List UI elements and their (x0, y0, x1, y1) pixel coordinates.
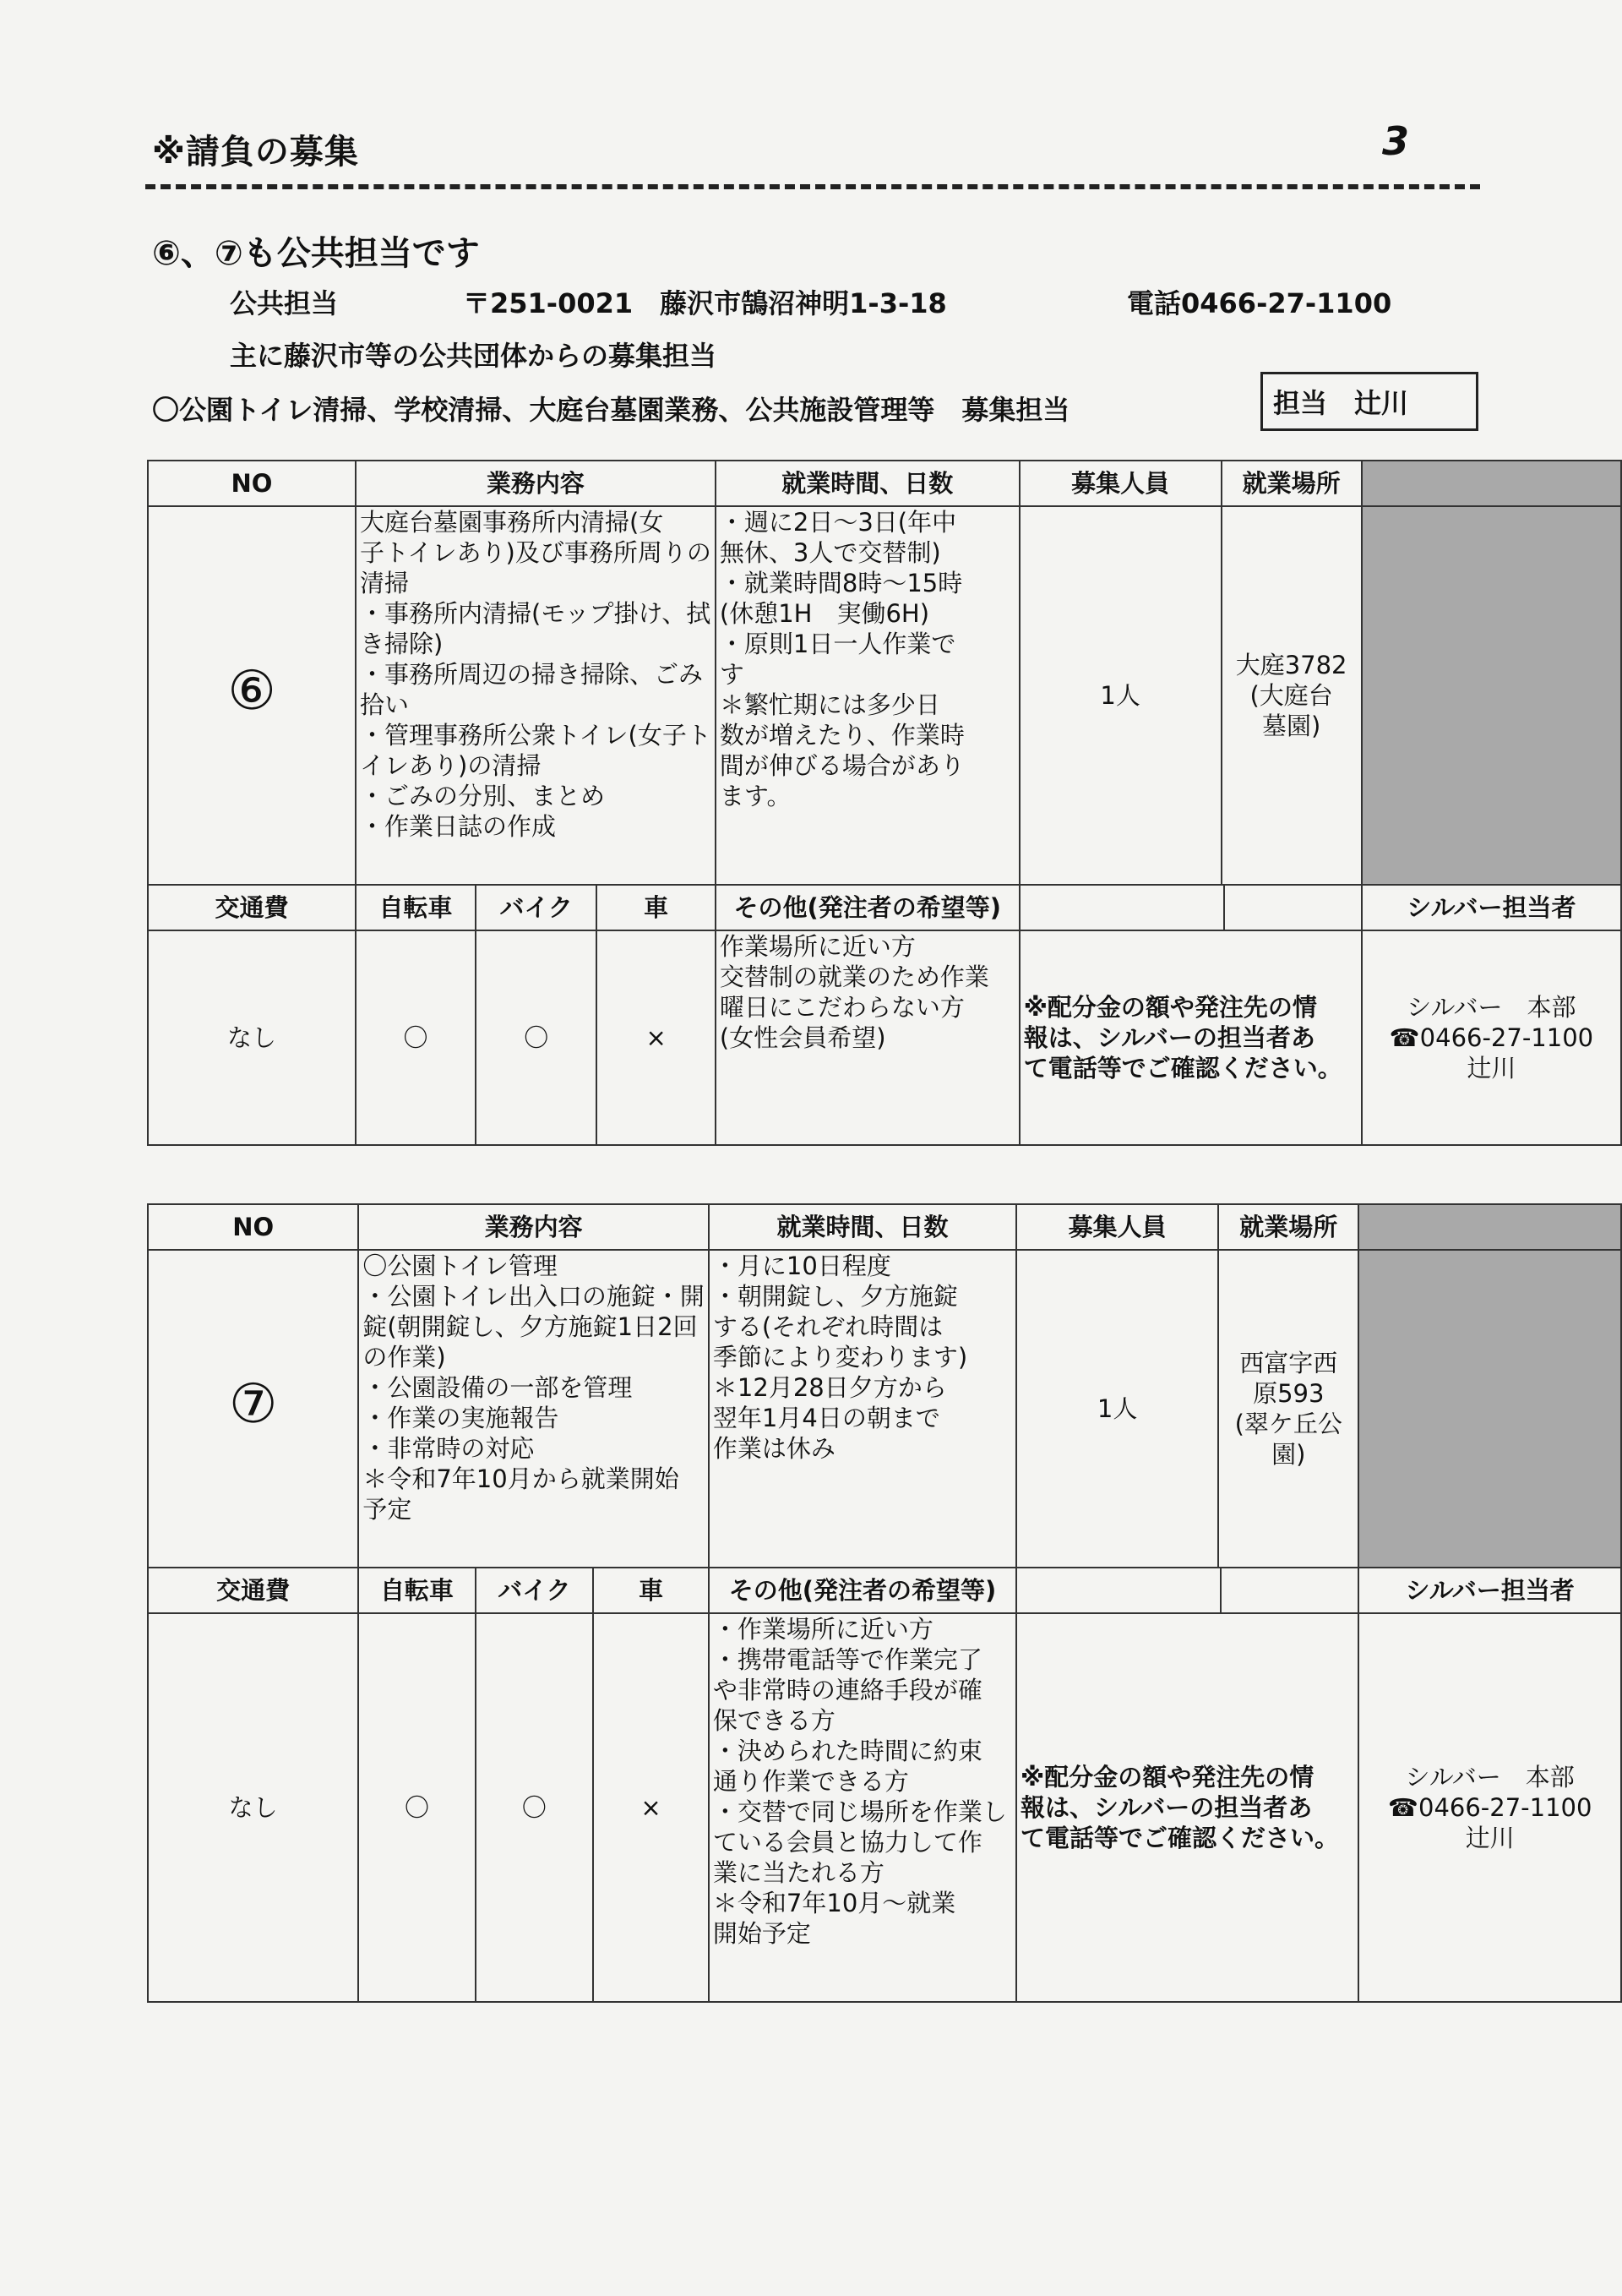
place-line: 園) (1271, 1440, 1306, 1469)
other-line: 開始予定 (712, 1919, 811, 1948)
hours-line: 数が増えたり、作業時 (719, 721, 965, 750)
job-staff (1362, 930, 1621, 1145)
content-line: ＊令和7年10月から就業開始 (362, 1464, 679, 1493)
place-line: 西富字西 (1239, 1349, 1338, 1377)
content-line: 錠(朝開錠し、夕方施錠1日2回 (362, 1312, 698, 1341)
page-header-title: ※請負の募集 (152, 133, 359, 172)
dept-name: 公共担当 (230, 287, 339, 319)
hours-line: 間が伸びる場合があり (719, 751, 965, 780)
job-table-6 (147, 460, 1622, 1146)
content-line: ・公園設備の一部を管理 (362, 1373, 633, 1402)
content-line: ・管理事務所公衆トイレ(女子ト (360, 721, 711, 750)
header-content: 業務内容 (356, 461, 716, 506)
job-number (148, 506, 356, 885)
other-line: 通り作業できる方 (712, 1767, 909, 1796)
hours-line: ・月に10日程度 (712, 1252, 891, 1280)
note-line: て電話等でご確認ください。 (1023, 1054, 1342, 1083)
hours-line: 作業は休み (712, 1434, 835, 1463)
other-line: ・交替で同じ場所を作業し (712, 1797, 1007, 1826)
content-line: 〇公園トイレ管理 (362, 1252, 558, 1280)
job-other (709, 1613, 1016, 2002)
job-transport: なし (148, 930, 356, 1145)
header-car: 車 (593, 1568, 709, 1613)
header-blank (1016, 1568, 1358, 1613)
note-line: ※配分金の額や発注先の情 (1021, 1763, 1314, 1792)
other-line: 作業場所に近い方 (719, 932, 916, 961)
hours-line: ます。 (719, 782, 792, 810)
staff-line: ☎0466-27-1100 (1387, 1793, 1592, 1822)
other-line: ている会員と協力して作 (712, 1828, 982, 1857)
hours-line: 無休、3人で交替制) (719, 538, 941, 567)
section-subtitle: 主に藤沢市等の公共団体からの募集担当 (230, 340, 717, 372)
job-content (356, 506, 716, 885)
header-other: その他(発注者の希望等) (709, 1568, 1016, 1613)
content-line: ・作業日誌の作成 (360, 812, 557, 841)
note-line: ※配分金の額や発注先の情 (1023, 993, 1317, 1022)
other-line: ＊令和7年10月～就業 (712, 1889, 956, 1917)
header-moto: バイク (476, 885, 597, 930)
gray-cell (1362, 506, 1621, 885)
job-hours (709, 1250, 1016, 1568)
job-moto: 〇 (476, 930, 597, 1145)
job-place (1222, 506, 1362, 885)
job-bike: 〇 (358, 1613, 475, 2002)
content-line: 大庭台墓園事務所内清掃(女 (360, 508, 664, 537)
header-staff: シルバー担当者 (1362, 885, 1621, 930)
job-place (1218, 1250, 1358, 1568)
content-line: イレあり)の清掃 (360, 751, 542, 780)
job-people: 1人 (1020, 506, 1222, 885)
hours-line: ・原則1日一人作業で (719, 630, 956, 658)
note-line: 報は、シルバーの担当者あ (1023, 1023, 1315, 1052)
header-no: NO (148, 461, 356, 506)
gray-cell (1358, 1250, 1621, 1568)
content-line: ・ごみの分別、まとめ (360, 782, 606, 810)
job-car: × (596, 930, 715, 1145)
hours-line: ・就業時間8時～15時 (719, 569, 963, 597)
header-place: 就業場所 (1218, 1204, 1358, 1250)
other-line: 交替制の就業のため作業 (719, 963, 989, 991)
content-line: の作業) (362, 1343, 446, 1372)
other-line: 業に当たれる方 (712, 1858, 884, 1887)
hours-line: ・朝開錠し、夕方施錠 (712, 1282, 958, 1311)
job-note (1016, 1613, 1358, 2002)
note-line: 報は、シルバーの担当者あ (1021, 1793, 1313, 1822)
place-line: 原593 (1253, 1379, 1325, 1408)
hours-line: (休憩1H 実働6H) (719, 599, 930, 628)
staff-line: ☎0466-27-1100 (1389, 1023, 1594, 1052)
header-people: 募集人員 (1016, 1204, 1218, 1250)
other-line: ・携帯電話等で作業完了 (712, 1645, 982, 1674)
content-line: 拾い (360, 690, 410, 719)
job-table-7 (147, 1203, 1622, 2003)
other-line: や非常時の連絡手段が確 (712, 1676, 982, 1704)
staff-line: シルバー 本部 (1405, 1763, 1575, 1792)
job-hours (716, 506, 1020, 885)
job-content (358, 1250, 709, 1568)
section-title: ⑥、⑦も公共担当です (152, 234, 480, 273)
job-number-text: ⑥ (227, 659, 276, 723)
place-line: (大庭台 (1249, 681, 1333, 710)
other-line: 曜日にこだわらない方 (719, 993, 965, 1022)
job-people: 1人 (1016, 1250, 1218, 1568)
note-line: て電話等でご確認ください。 (1021, 1824, 1340, 1852)
header-hours: 就業時間、日数 (709, 1204, 1016, 1250)
header-moto: バイク (476, 1568, 594, 1613)
header-transport: 交通費 (148, 1568, 358, 1613)
content-line: ・事務所周辺の掃き掃除、ごみ (360, 660, 704, 689)
content-line: 子トイレあり)及び事務所周りの (360, 538, 711, 567)
header-people: 募集人員 (1020, 461, 1222, 506)
job-number-text: ⑦ (228, 1372, 278, 1436)
other-line: ・決められた時間に約束 (712, 1737, 982, 1765)
dept-address: 〒251-0021 藤沢市鵠沼神明1-3-18 (463, 287, 947, 319)
header-blank (1020, 885, 1362, 930)
hours-line: 翌年1月4日の朝まで (712, 1404, 940, 1432)
header-place: 就業場所 (1222, 461, 1362, 506)
hours-line: ＊12月28日夕方から (712, 1373, 947, 1402)
header-staff: シルバー担当者 (1358, 1568, 1621, 1613)
other-line: (女性会員希望) (719, 1023, 886, 1052)
staff-line: 辻川 (1465, 1824, 1515, 1852)
other-line: 保できる方 (712, 1706, 835, 1735)
content-line: ・作業の実施報告 (362, 1404, 559, 1432)
header-transport: 交通費 (148, 885, 356, 930)
place-line: 墓園) (1261, 712, 1321, 740)
job-note (1020, 930, 1362, 1145)
hours-line: 季節により変わります) (712, 1343, 968, 1372)
header-no: NO (148, 1204, 358, 1250)
content-line: 予定 (362, 1495, 412, 1524)
tanto-box: 担当 辻川 (1260, 372, 1478, 431)
place-line: (翠ケ丘公 (1234, 1410, 1342, 1438)
hours-line: する(それぞれ時間は (712, 1312, 944, 1341)
section-areas: 〇公園トイレ清掃、学校清掃、大庭台墓園業務、公共施設管理等 募集担当 (152, 394, 1070, 426)
other-line: ・作業場所に近い方 (712, 1615, 933, 1644)
header-blank-gray (1358, 1204, 1621, 1250)
job-number (148, 1250, 358, 1568)
header-car: 車 (596, 885, 715, 930)
header-other: その他(発注者の希望等) (716, 885, 1020, 930)
hours-line: ・週に2日～3日(年中 (719, 508, 957, 537)
job-bike: 〇 (356, 930, 476, 1145)
hours-line: ＊繁忙期には多少日 (719, 690, 940, 719)
content-line: ・公園トイレ出入口の施錠・開 (362, 1282, 705, 1311)
job-staff (1358, 1613, 1621, 2002)
staff-line: シルバー 本部 (1407, 993, 1576, 1022)
job-other (716, 930, 1020, 1145)
header-blank-gray (1362, 461, 1621, 506)
content-line: ・事務所内清掃(モップ掛け、拭 (360, 599, 711, 628)
job-transport: なし (148, 1613, 358, 2002)
place-line: 大庭3782 (1235, 651, 1347, 679)
dept-phone: 電話0466-27-1100 (1127, 287, 1392, 319)
page-number: 3 (1382, 118, 1410, 164)
staff-line: 辻川 (1467, 1054, 1516, 1083)
header-bike: 自転車 (356, 885, 476, 930)
job-moto: 〇 (476, 1613, 594, 2002)
dashed-divider (145, 184, 1480, 189)
header-hours: 就業時間、日数 (716, 461, 1020, 506)
content-line: 清掃 (360, 569, 410, 597)
header-content: 業務内容 (358, 1204, 709, 1250)
content-line: ・非常時の対応 (362, 1434, 535, 1463)
job-car: × (593, 1613, 709, 2002)
content-line: き掃除) (360, 630, 444, 658)
header-bike: 自転車 (358, 1568, 475, 1613)
hours-line: す (719, 660, 744, 689)
